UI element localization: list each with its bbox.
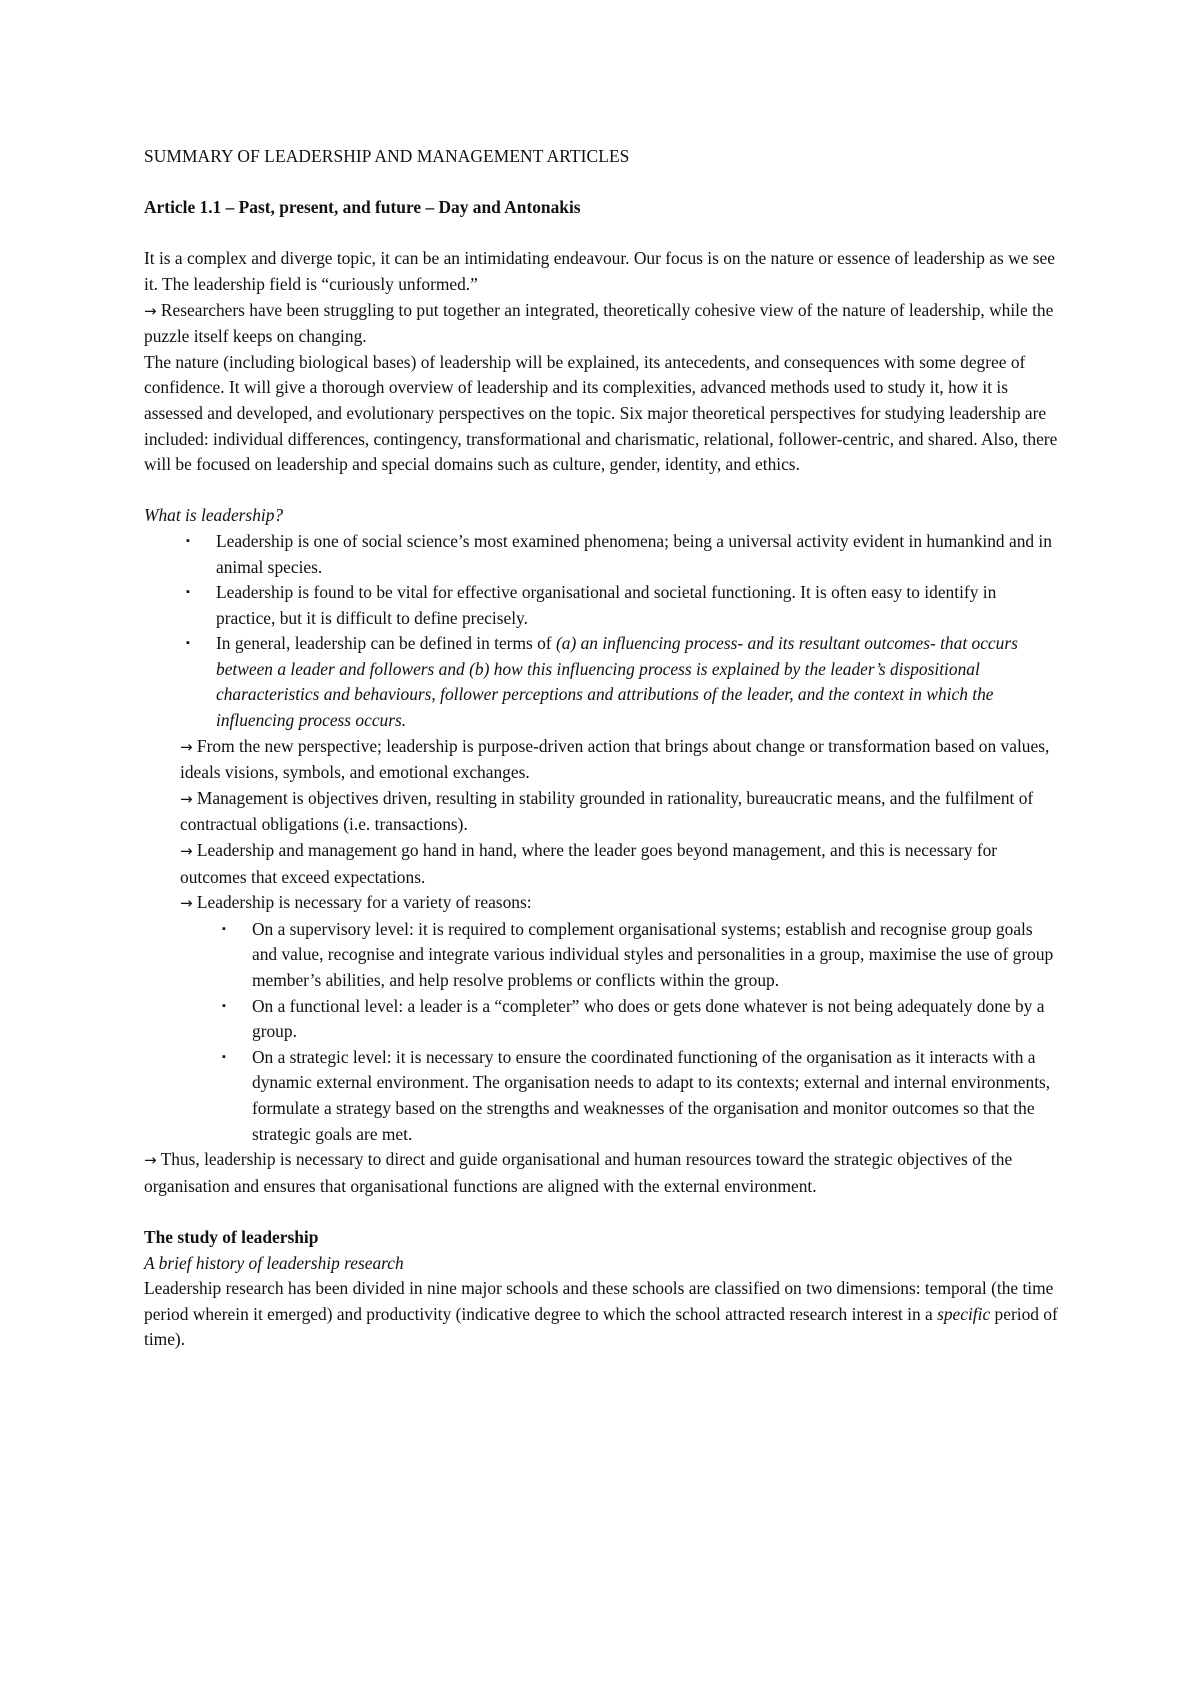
definition-bullet-list [144,529,1059,734]
list-item [144,1045,1059,1147]
spacer [144,221,1059,247]
list-item-text: Leadership is one of social science’s most examined phenomena; being a universal activity evident in humankind and in animal species. [216,530,1052,577]
intro-paragraph-2-text: Researchers have been struggling to put together an integrated, theoretically cohesive view of the nature of leadership, while the puzzle itself keeps on changing. [144,299,1054,347]
history-paragraph [144,1276,1059,1353]
list-item [144,580,1059,631]
spacer [144,170,1059,196]
arrow-icon: → [180,737,193,756]
arrow-icon: → [144,1151,157,1170]
arrow-point [180,734,1059,786]
arrow-point [180,786,1059,838]
square-bullet-icon: ▪ [186,637,190,650]
document-title: SUMMARY OF LEADERSHIP AND MANAGEMENT ARTICLES [144,146,630,166]
intro-paragraph-3: The nature (including biological bases) of leadership will be explained, its antecedents, and consequences with some degree of confidence. It will give a thorough overview of leadership and its complexities, advanced methods used to study it, how it is assessed and developed, and evolutionary perspectives on the topic. Six major theoretical perspectives for studying leadership are included: individual differences, contingency, transformational and charismatic, relational, follower-centric, and shared. Also, there will be focused on leadership and special domains such as culture, gender, identity, and ethics. [144,351,1058,475]
history-text-italic: specific [937,1303,991,1324]
thus-paragraph-text: Thus, leadership is necessary to direct and guide organisational and human resources toward the strategic objectives of the organisation and ensures that organisational functions are aligned with the external environment. [144,1149,1013,1196]
study-heading: The study of leadership [144,1226,319,1247]
what-is-leadership-heading: What is leadership? [144,505,284,526]
square-bullet-icon: ▪ [222,1050,226,1063]
arrow-point-text: From the new perspective; leadership is purpose-driven action that brings about change or transformation based on values, ideals visions, symbols, and emotional exchanges. [180,735,1050,783]
list-item [144,631,1059,733]
list-item-text: On a strategic level: it is necessary to ensure the coordinated functioning of the organisation as it interacts with a dynamic external environment. The organisation needs to adapt to its contexts; external and internal environments, formulate a strategy based on the strengths and weaknesses of the organisation and monitor outcomes so that the strategic goals are met. [252,1046,1051,1144]
list-item-text: Leadership is found to be vital for effective organisational and societal functioning. It is often easy to identify in practice, but it is difficult to define precisely. [216,582,997,628]
square-bullet-icon: ▪ [222,999,226,1012]
arrow-point-text: Management is objectives driven, resulting in stability grounded in rationality, bureaucratic means, and the fulfilment of contractual obligations (i.e. transactions). [180,787,1034,835]
arrow-icon: → [180,842,193,861]
square-bullet-icon: ▪ [186,586,190,599]
list-item-text: On a functional level: a leader is a “completer” who does or gets done whatever is not being adequately done by a group. [252,995,1045,1042]
history-heading: A brief history of leadership research [144,1252,404,1273]
reasons-bullet-list [144,917,1059,1147]
spacer [144,478,1059,504]
intro-paragraph-1: It is a complex and diverge topic, it can be an intimidating endeavour. Our focus is on the nature or essence of leadership as we see it. The leadership field is “curiously unformed.” [144,248,1055,294]
list-item [144,917,1059,994]
document-page [144,144,1059,1353]
intro-paragraph-2 [144,298,1059,350]
arrow-point-text: Leadership is necessary for a variety of reasons: [192,892,532,913]
arrow-point [180,838,1059,890]
square-bullet-icon: ▪ [186,534,190,547]
list-item-text: On a supervisory level: it is required to complement organisational systems; establish and recognise group goals and value, recognise and integrate various individual styles and personalities in a group, maximise the use of group member’s abilities, and help resolve problems or conflicts within the group. [252,918,1054,990]
arrow-icon: → [180,894,193,913]
history-text-after: period of time). [144,1303,1058,1350]
arrow-point [180,890,1059,917]
arrow-point-text: Leadership and management go hand in hand, where the leader goes beyond management, and this is necessary for outcomes that exceed expectations. [180,840,998,887]
arrow-points [144,734,1059,917]
list-item [144,994,1059,1045]
history-text-before: Leadership research has been divided in nine major schools and these schools are classified on two dimensions: temporal (the time period wherein it emerged) and productivity (indicative degree to which the school attracted research interest in a [144,1278,1054,1324]
square-bullet-icon: ▪ [222,922,226,935]
arrow-icon: → [180,789,193,808]
list-item [144,529,1059,580]
arrow-icon: → [144,301,157,320]
definition-italic-text: (a) an influencing process- and its resultant outcomes- that occurs between a leader and followers and (b) how this influencing process is explained by the leader’s dispositional characteristics and behaviours, follower perceptions and attributions of the leader, and the context in which the influencing process occurs. [216,633,1018,731]
list-item-text: In general, leadership can be defined in terms of [216,633,556,654]
article-heading: Article 1.1 – Past, present, and future – Day and Antonakis [144,197,581,218]
spacer [144,1199,1059,1225]
thus-paragraph [144,1147,1059,1199]
